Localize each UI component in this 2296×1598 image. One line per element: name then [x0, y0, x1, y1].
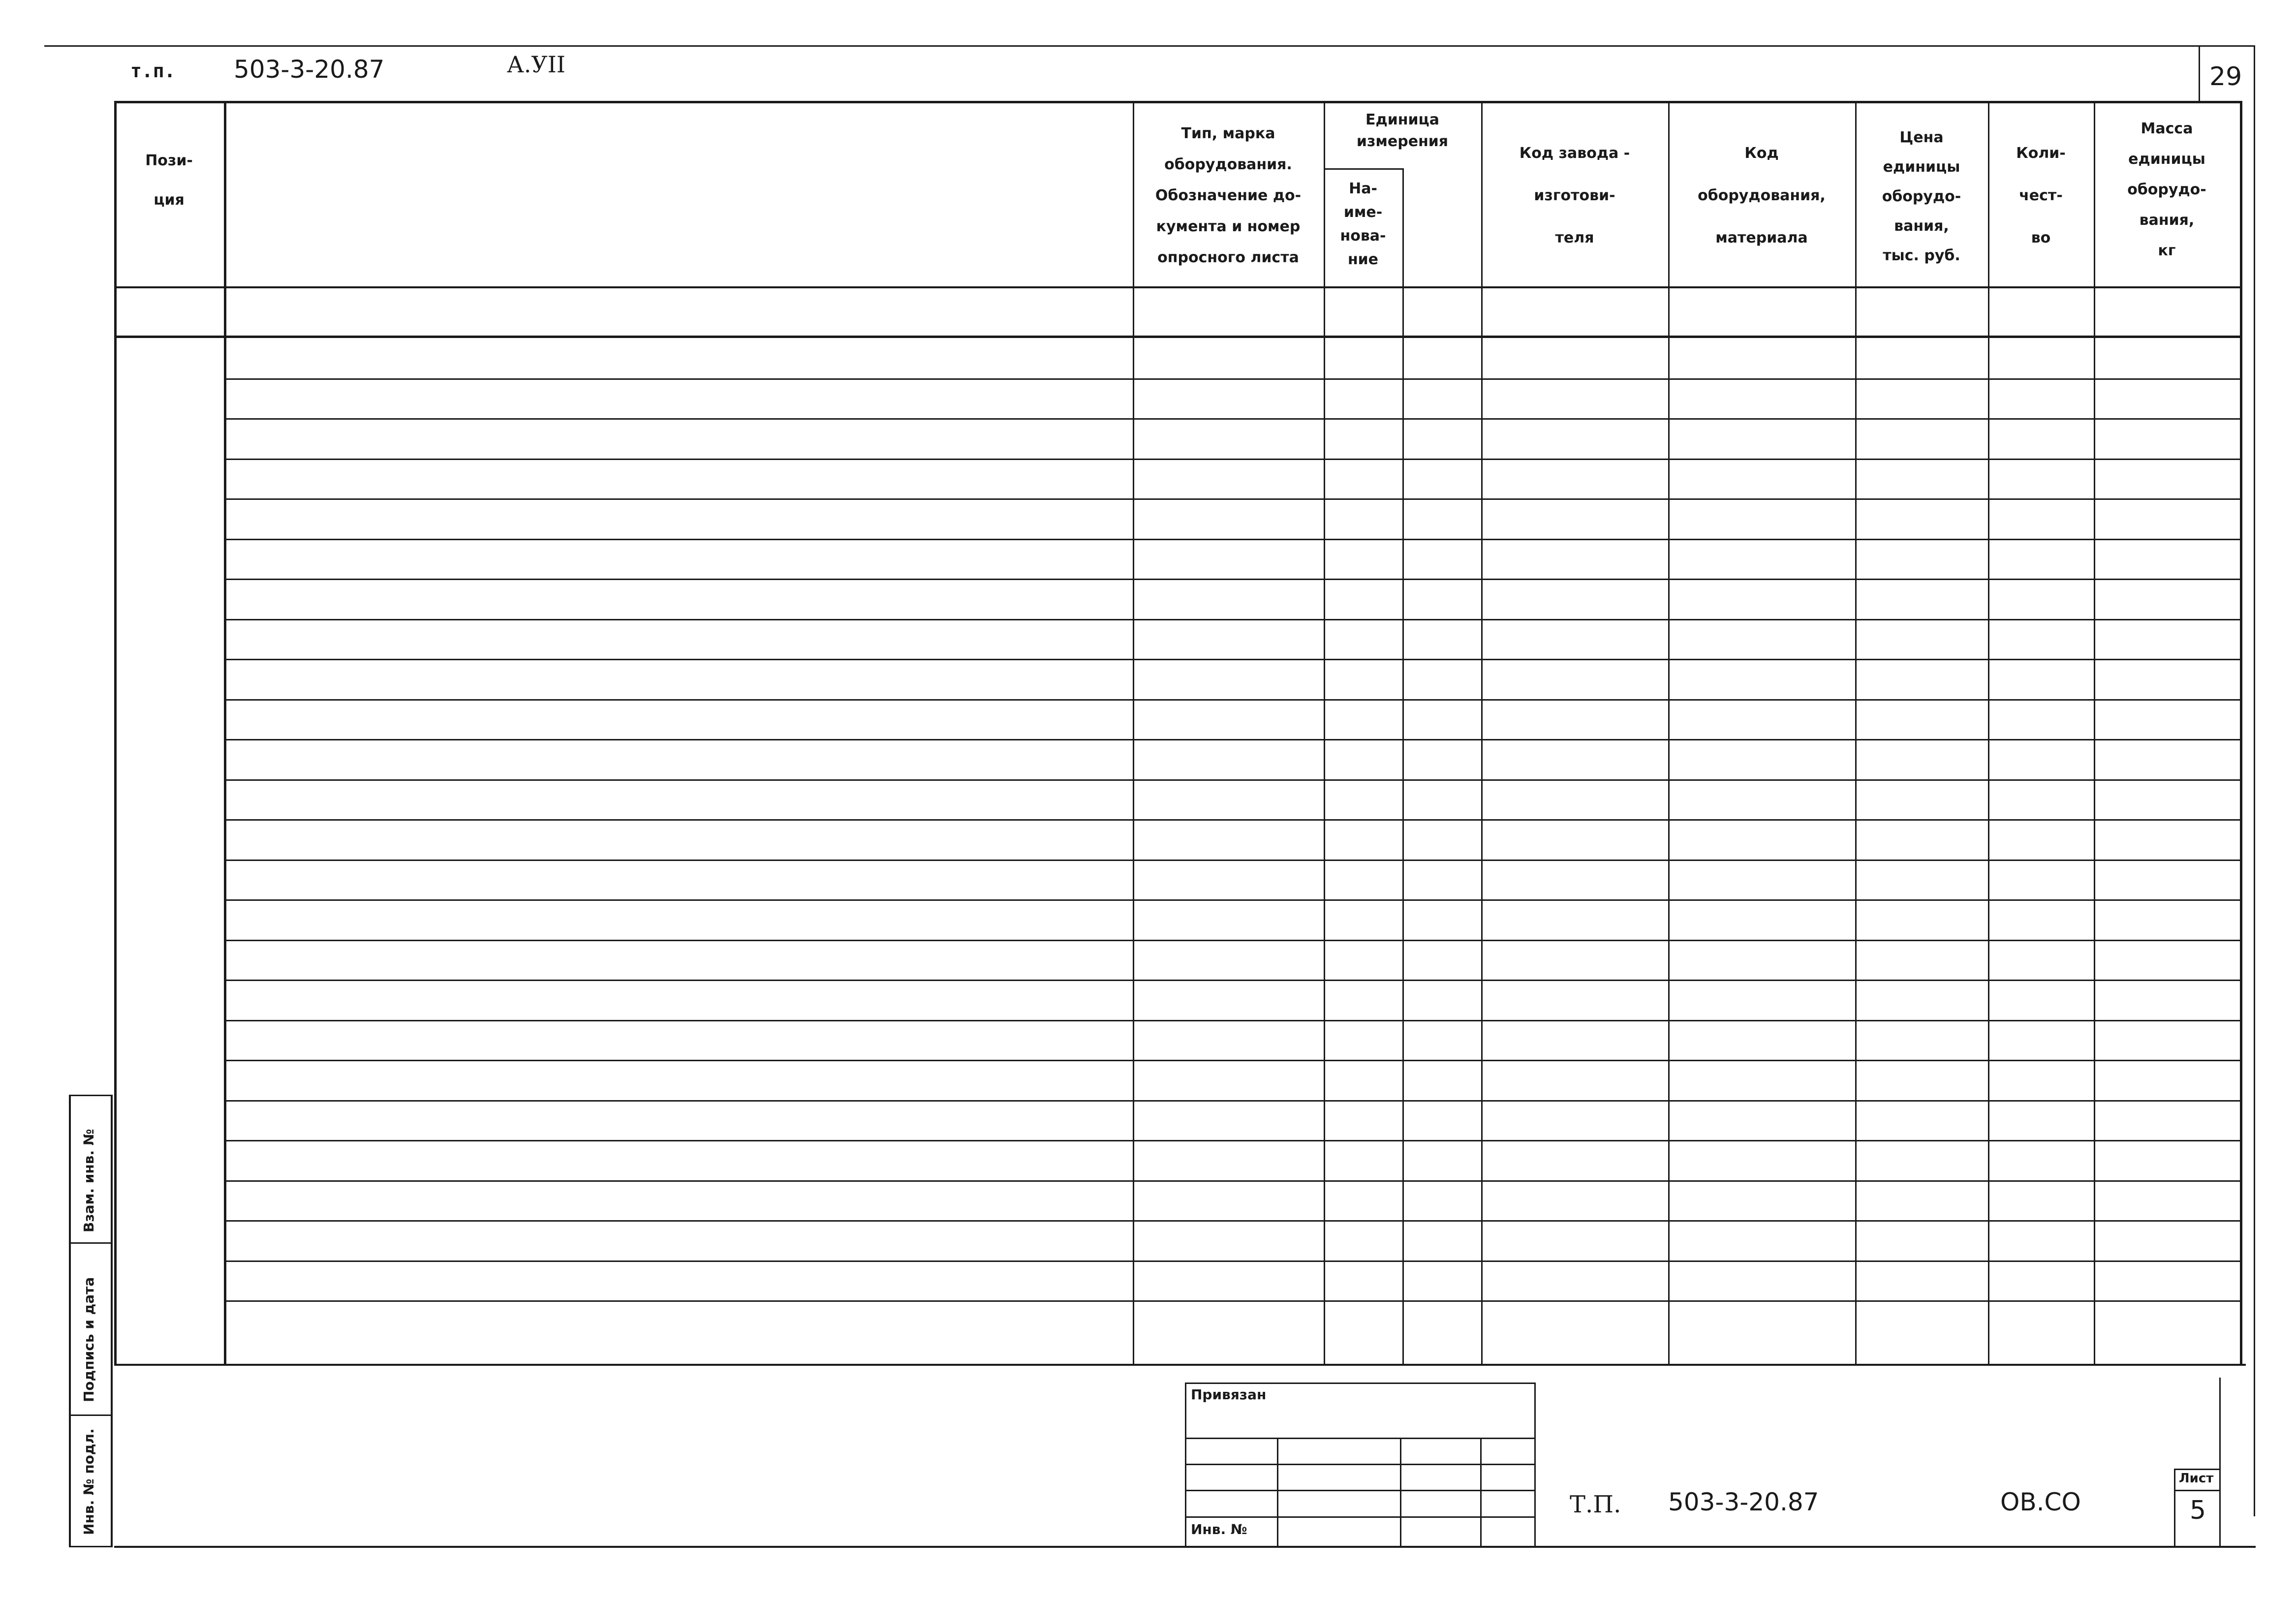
row-divider: [224, 459, 2240, 460]
row-divider: [224, 860, 2240, 861]
header-text: оборудования.: [1164, 156, 1292, 173]
row-divider: [224, 1220, 2240, 1222]
header-text: кг: [2158, 242, 2176, 259]
vzam-label: Взам. инв. №: [81, 1129, 97, 1232]
header-text: измерения: [1356, 133, 1449, 150]
header-text: изготови-: [1534, 187, 1615, 204]
podpis-label: Подпись и дата: [81, 1277, 97, 1402]
inv-podl-label: Инв. № подл.: [81, 1428, 97, 1535]
header-text: единицы: [2128, 151, 2205, 168]
stamp-doc-code: 503-3-20.87: [1668, 1488, 1819, 1516]
row-divider: [224, 1020, 2240, 1021]
header-text: Коли-: [2016, 145, 2066, 162]
row-divider: [224, 378, 2240, 380]
column-divider: [1668, 101, 1670, 1364]
header-text: Обозначение до-: [1155, 187, 1302, 204]
row-divider: [224, 579, 2240, 580]
album-label: А.УII: [507, 51, 566, 78]
header-text: тыс. руб.: [1883, 247, 1960, 264]
page-number: 29: [2209, 62, 2242, 92]
doc-code-header: 503-3-20.87: [234, 55, 385, 84]
column-divider: [114, 101, 117, 1364]
row-divider: [224, 899, 2240, 901]
header-text: вания,: [1894, 217, 1949, 235]
header-text: теля: [1555, 229, 1594, 246]
header-text: вания,: [2139, 212, 2195, 229]
row-divider: [224, 699, 2240, 701]
row-divider: [224, 779, 2240, 781]
header-text: Единица: [1365, 111, 1439, 128]
row-divider: [224, 418, 2240, 420]
row-divider: [224, 619, 2240, 620]
header-text: Пози-: [145, 152, 193, 169]
column-divider: [1402, 168, 1404, 1364]
row-divider: [224, 498, 2240, 500]
row-divider: [224, 1060, 2240, 1061]
row-divider: [224, 1140, 2240, 1141]
header-text: оборудо-: [1882, 188, 1961, 205]
column-divider: [1988, 101, 1989, 1364]
column-divider: [1324, 101, 1325, 1364]
header-text: име-: [1343, 204, 1383, 221]
column-divider: [1481, 101, 1483, 1364]
header-text: Масса: [2141, 120, 2193, 137]
row-divider: [224, 739, 2240, 740]
row-divider: [224, 659, 2240, 660]
column-divider: [2240, 101, 2242, 1364]
row-divider: [224, 1300, 2240, 1302]
header-text: опросного листа: [1157, 249, 1299, 266]
header-text: кумента и номер: [1156, 218, 1301, 235]
inv-no-label: Инв. №: [1191, 1521, 1247, 1537]
row-divider: [224, 940, 2240, 941]
column-divider: [224, 101, 226, 1364]
header-text: Код: [1744, 145, 1779, 162]
header-text: Цена: [1899, 129, 1944, 146]
stamp-tp: Т.П.: [1570, 1491, 1621, 1518]
header-text: оборудования,: [1698, 187, 1826, 204]
row-divider: [224, 1180, 2240, 1182]
row-divider: [224, 980, 2240, 981]
list-number: 5: [2190, 1496, 2206, 1525]
header-text: во: [2031, 229, 2051, 246]
privyazan-label: Привязан: [1191, 1386, 1267, 1403]
header-text: ция: [154, 191, 185, 209]
row-divider: [224, 819, 2240, 821]
header-text: нова-: [1340, 227, 1386, 245]
header-text: единицы: [1883, 158, 1960, 176]
tp-label: т.п.: [130, 60, 176, 82]
table-top: [114, 101, 2240, 103]
column-divider: [1133, 101, 1134, 1364]
column-divider: [1855, 101, 1857, 1364]
header-text: чест-: [2019, 187, 2063, 204]
header-text: материала: [1715, 229, 1808, 246]
header-text: На-: [1349, 180, 1377, 197]
stamp-mark: ОВ.СО: [2000, 1488, 2081, 1516]
row-divider: [224, 1100, 2240, 1102]
row-divider: [224, 539, 2240, 540]
header-text: Тип, марка: [1181, 125, 1275, 142]
header-text: ние: [1347, 251, 1379, 268]
header-text: оборудо-: [2127, 181, 2206, 198]
column-divider: [2094, 101, 2095, 1364]
header-text: Код завода -: [1519, 145, 1630, 162]
list-label: Лист: [2179, 1471, 2214, 1486]
row-divider: [224, 1260, 2240, 1262]
